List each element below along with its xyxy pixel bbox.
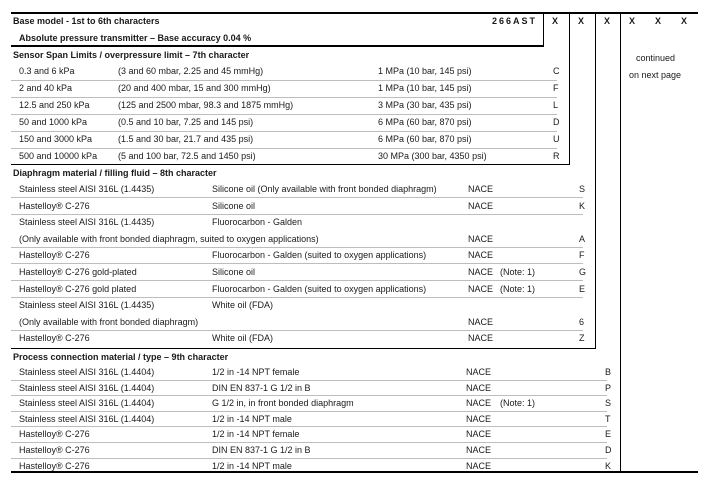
diaphragm-code: A: [579, 233, 586, 244]
note-ref: (Note: 1): [500, 267, 536, 277]
filling-fluid: Fluorocarbon - Galden (suited to oxygen applications): [212, 250, 427, 261]
sensor-span-detail: (0.5 and 10 bar, 7.25 and 145 psi): [118, 117, 254, 127]
sensor-code: U: [553, 134, 560, 144]
nace-cert: NACE: [466, 460, 492, 471]
placeholder-x-11: X: [655, 16, 662, 26]
sensor-span-range: 500 and 10000 kPa: [19, 151, 98, 161]
connection-type: DIN EN 837-1 G 1/2 in B: [212, 382, 311, 393]
diaphragm-code: S: [579, 184, 586, 194]
process-code: B: [605, 367, 612, 377]
placeholder-x-9: X: [604, 16, 611, 26]
nace-cert: NACE: [468, 184, 494, 194]
diaphragm-code: Z: [579, 333, 585, 344]
sensor-span-detail: (3 and 60 mbar, 2.25 and 45 mmHg): [118, 66, 264, 76]
sensor-code: R: [553, 151, 560, 161]
bottom-rule: [11, 471, 698, 473]
sensor-span-range: 150 and 3000 kPa: [19, 134, 93, 144]
row-separator: [11, 280, 583, 281]
overpressure-limit: 1 MPa (10 bar, 145 psi): [378, 83, 472, 93]
nace-cert: NACE: [466, 367, 492, 377]
diaphragm-code: K: [579, 200, 586, 211]
section-divider-sensor: [11, 46, 544, 47]
sensor-span-range: 12.5 and 250 kPa: [19, 100, 90, 110]
note-ref: (Note: 1): [500, 398, 536, 409]
nace-cert: NACE: [468, 316, 494, 327]
process-material: Stainless steel AISI 316L (1.4404): [19, 382, 155, 393]
nace-cert: NACE: [468, 333, 494, 344]
filling-fluid: Silicone oil: [212, 200, 256, 211]
diaphragm-material: Stainless steel AISI 316L (1.4435): [19, 184, 155, 194]
row-separator: [11, 131, 557, 132]
nace-cert: NACE: [466, 382, 492, 393]
sensor-code: C: [553, 66, 560, 76]
overpressure-limit: 30 MPa (300 bar, 4350 psi): [378, 151, 487, 161]
col-line-9: [620, 12, 621, 472]
placeholder-x-8: X: [578, 16, 585, 26]
base-model-subtitle: Absolute pressure transmitter – Base accuracy 0.04 %: [19, 33, 252, 43]
diaphragm-code: F: [579, 250, 585, 261]
diaphragm-code: E: [579, 283, 586, 294]
filling-fluid: Fluorocarbon - Galden: [212, 217, 303, 228]
process-code: S: [605, 398, 612, 409]
filling-fluid: White oil (FDA): [212, 333, 274, 344]
nace-cert: NACE: [468, 233, 494, 244]
row-separator: [11, 330, 583, 331]
row-separator: [11, 395, 607, 396]
diaphragm-heading: Diaphragm material / filling fluid – 8th character: [13, 168, 217, 178]
sensor-span-detail: (20 and 400 mbar, 15 and 300 mmHg): [118, 83, 271, 93]
process-material: Stainless steel AISI 316L (1.4404): [19, 367, 155, 377]
overpressure-limit: 6 MPa (60 bar, 870 psi): [378, 134, 472, 144]
rule-sensor-end: [11, 164, 570, 165]
model-code: 266AST: [492, 16, 538, 26]
row-separator: [11, 97, 557, 98]
diaphragm-material: Stainless steel AISI 316L (1.4435): [19, 300, 155, 311]
diaphragm-material: Stainless steel AISI 316L (1.4435): [19, 217, 155, 228]
overpressure-limit: 1 MPa (10 bar, 145 psi): [378, 66, 472, 76]
sensor-heading: Sensor Span Limits / overpressure limit – 7th character: [13, 50, 250, 60]
rule-diaphragm-end: [11, 348, 596, 349]
process-material: Stainless steel AISI 316L (1.4404): [19, 398, 155, 409]
diaphragm-material: Hastelloy® C-276 gold-plated: [19, 267, 137, 277]
row-separator: [11, 442, 607, 443]
sensor-span-range: 50 and 1000 kPa: [19, 117, 88, 127]
col-line-8: [595, 12, 596, 349]
row-separator: [11, 263, 583, 264]
diaphragm-material: (Only available with front bonded diaphragm, suited to oxygen applications): [19, 233, 319, 244]
row-separator: [11, 458, 607, 459]
diaphragm-code: G: [579, 267, 587, 277]
process-material: Hastelloy® C-276: [19, 460, 90, 471]
placeholder-x-10: X: [629, 16, 636, 26]
filling-fluid: Silicone oil: [212, 267, 256, 277]
row-separator: [11, 426, 607, 427]
sensor-code: L: [553, 100, 559, 110]
process-code: K: [605, 460, 612, 471]
placeholder-x-7: X: [552, 16, 559, 26]
sensor-code: D: [553, 117, 560, 127]
filling-fluid: White oil (FDA): [212, 300, 274, 311]
continued-label: continued: [636, 53, 676, 63]
placeholder-x-12: X: [681, 16, 688, 26]
base-model-title: Base model - 1st to 6th characters: [13, 16, 160, 26]
process-code: E: [605, 429, 612, 440]
connection-type: 1/2 in -14 NPT female: [212, 429, 300, 440]
process-code: D: [605, 445, 612, 455]
nace-cert: NACE: [466, 413, 492, 424]
sensor-span-detail: (125 and 2500 mbar, 98.3 and 1875 mmHg): [118, 100, 294, 110]
nace-cert: NACE: [468, 250, 494, 261]
nace-cert: NACE: [468, 200, 494, 211]
process-material: Stainless steel AISI 316L (1.4404): [19, 413, 155, 424]
row-separator: [11, 114, 557, 115]
row-separator: [11, 214, 583, 215]
process-material: Hastelloy® C-276: [19, 445, 90, 455]
connection-type: G 1/2 in, in front bonded diaphragm: [212, 398, 354, 409]
overpressure-limit: 6 MPa (60 bar, 870 psi): [378, 117, 472, 127]
row-separator: [11, 80, 557, 81]
diaphragm-material: (Only available with front bonded diaphragm): [19, 316, 199, 327]
nace-cert: NACE: [468, 283, 494, 294]
overpressure-limit: 3 MPa (30 bar, 435 psi): [378, 100, 472, 110]
process-material: Hastelloy® C-276: [19, 429, 90, 440]
sensor-span-range: 2 and 40 kPa: [19, 83, 73, 93]
col-line-7: [569, 12, 570, 165]
process-code: T: [605, 413, 611, 424]
row-separator: [11, 148, 557, 149]
process-heading: Process connection material / type – 9th character: [13, 352, 229, 362]
continued-next-page: on next page: [629, 70, 682, 80]
row-separator: [11, 297, 583, 298]
sensor-code: F: [553, 83, 559, 93]
note-ref: (Note: 1): [500, 283, 536, 294]
diaphragm-material: Hastelloy® C-276: [19, 333, 90, 344]
diaphragm-material: Hastelloy® C-276: [19, 200, 90, 211]
filling-fluid: Fluorocarbon - Galden (suited to oxygen applications): [212, 283, 427, 294]
connection-type: 1/2 in -14 NPT male: [212, 460, 292, 471]
connection-type: 1/2 in -14 NPT male: [212, 413, 292, 424]
row-separator: [11, 197, 583, 198]
filling-fluid: Silicone oil (Only available with front bonded diaphragm): [212, 184, 437, 194]
sensor-span-detail: (5 and 100 bar, 72.5 and 1450 psi): [118, 151, 256, 161]
nace-cert: NACE: [466, 429, 492, 440]
sensor-span-range: 0.3 and 6 kPa: [19, 66, 75, 76]
process-code: P: [605, 382, 612, 393]
row-separator: [11, 380, 607, 381]
subtitle-box-right: [543, 12, 544, 46]
sensor-span-detail: (1.5 and 30 bar, 21.7 and 435 psi): [118, 134, 254, 144]
diaphragm-material: Hastelloy® C-276: [19, 250, 90, 261]
diaphragm-material: Hastelloy® C-276 gold plated: [19, 283, 137, 294]
nace-cert: NACE: [466, 445, 492, 455]
nace-cert: NACE: [468, 267, 494, 277]
nace-cert: NACE: [466, 398, 492, 409]
row-separator: [11, 247, 583, 248]
connection-type: DIN EN 837-1 G 1/2 in B: [212, 445, 311, 455]
connection-type: 1/2 in -14 NPT female: [212, 367, 300, 377]
diaphragm-code: 6: [579, 316, 585, 327]
row-separator: [11, 411, 607, 412]
